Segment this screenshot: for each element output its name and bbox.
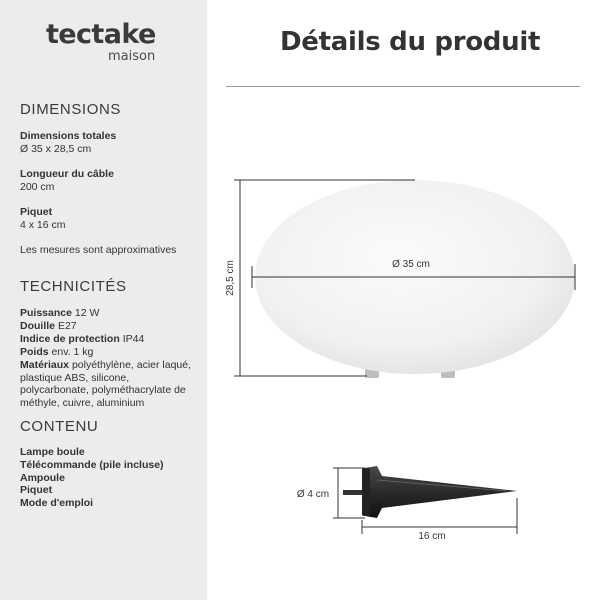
spec-label: Douille [20,320,56,332]
spec-label: Puissance [20,307,72,319]
spec-weight [20,346,200,359]
brand-name: tectake [46,19,156,50]
spec-value: 200 cm [20,180,55,193]
list-item: Mode d'emploi [20,497,94,510]
lamp-height-label: 28,5 cm [225,260,236,296]
spec-label: Dimensions totales [20,130,117,142]
brand-sub: maison [108,49,156,64]
spec-label: Longueur du câble [20,168,114,180]
section-title-contenu: CONTENU [20,418,99,435]
spec-stake [20,206,200,231]
spec-value: 12 W [74,307,100,319]
spec-protection [20,333,200,346]
spec-power [20,307,200,320]
section-title-technicites: TECHNICITÉS [20,278,127,295]
stake-length-label: 16 cm [418,531,446,542]
spec-value: 4 x 16 cm [20,218,66,231]
sidebar [0,0,207,600]
contents-list [20,446,164,510]
list-item: Piquet [20,484,53,497]
spec-value: polyéthylène, acier laqué, plastique ABS, silicone, polycarbonate, polyméthacrylate de méthyle, cuivre, aluminium [20,359,192,409]
spec-value: E27 [57,320,77,332]
section-title-dimensions: DIMENSIONS [20,101,122,118]
spec-value: Ø 35 x 28,5 cm [20,142,92,155]
spec-label: Indice de protection [20,333,120,345]
spec-label: Matériaux [20,359,70,371]
measurement-note: Les mesures sont approximatives [20,244,177,256]
product-diagram [207,0,600,600]
stake-diameter-label: Ø 4 cm [296,489,330,500]
brand-logo [46,19,156,64]
spec-cable-length [20,168,200,193]
list-item: Télécommande (pile incluse) [20,458,164,471]
ground-stake [343,466,517,518]
spec-overall-dimensions [20,130,200,155]
spec-socket [20,320,200,333]
spec-label: Piquet [20,206,53,218]
page-title: Détails du produit [280,27,541,57]
list-item: Lampe boule [20,446,85,458]
spec-label: Poids [20,346,49,358]
lamp-width-label: Ø 35 cm [392,259,430,270]
list-item: Ampoule [20,471,65,484]
spec-value: env. 1 kg [51,346,94,358]
spec-value: IP44 [122,333,145,345]
spec-materials [20,359,198,409]
